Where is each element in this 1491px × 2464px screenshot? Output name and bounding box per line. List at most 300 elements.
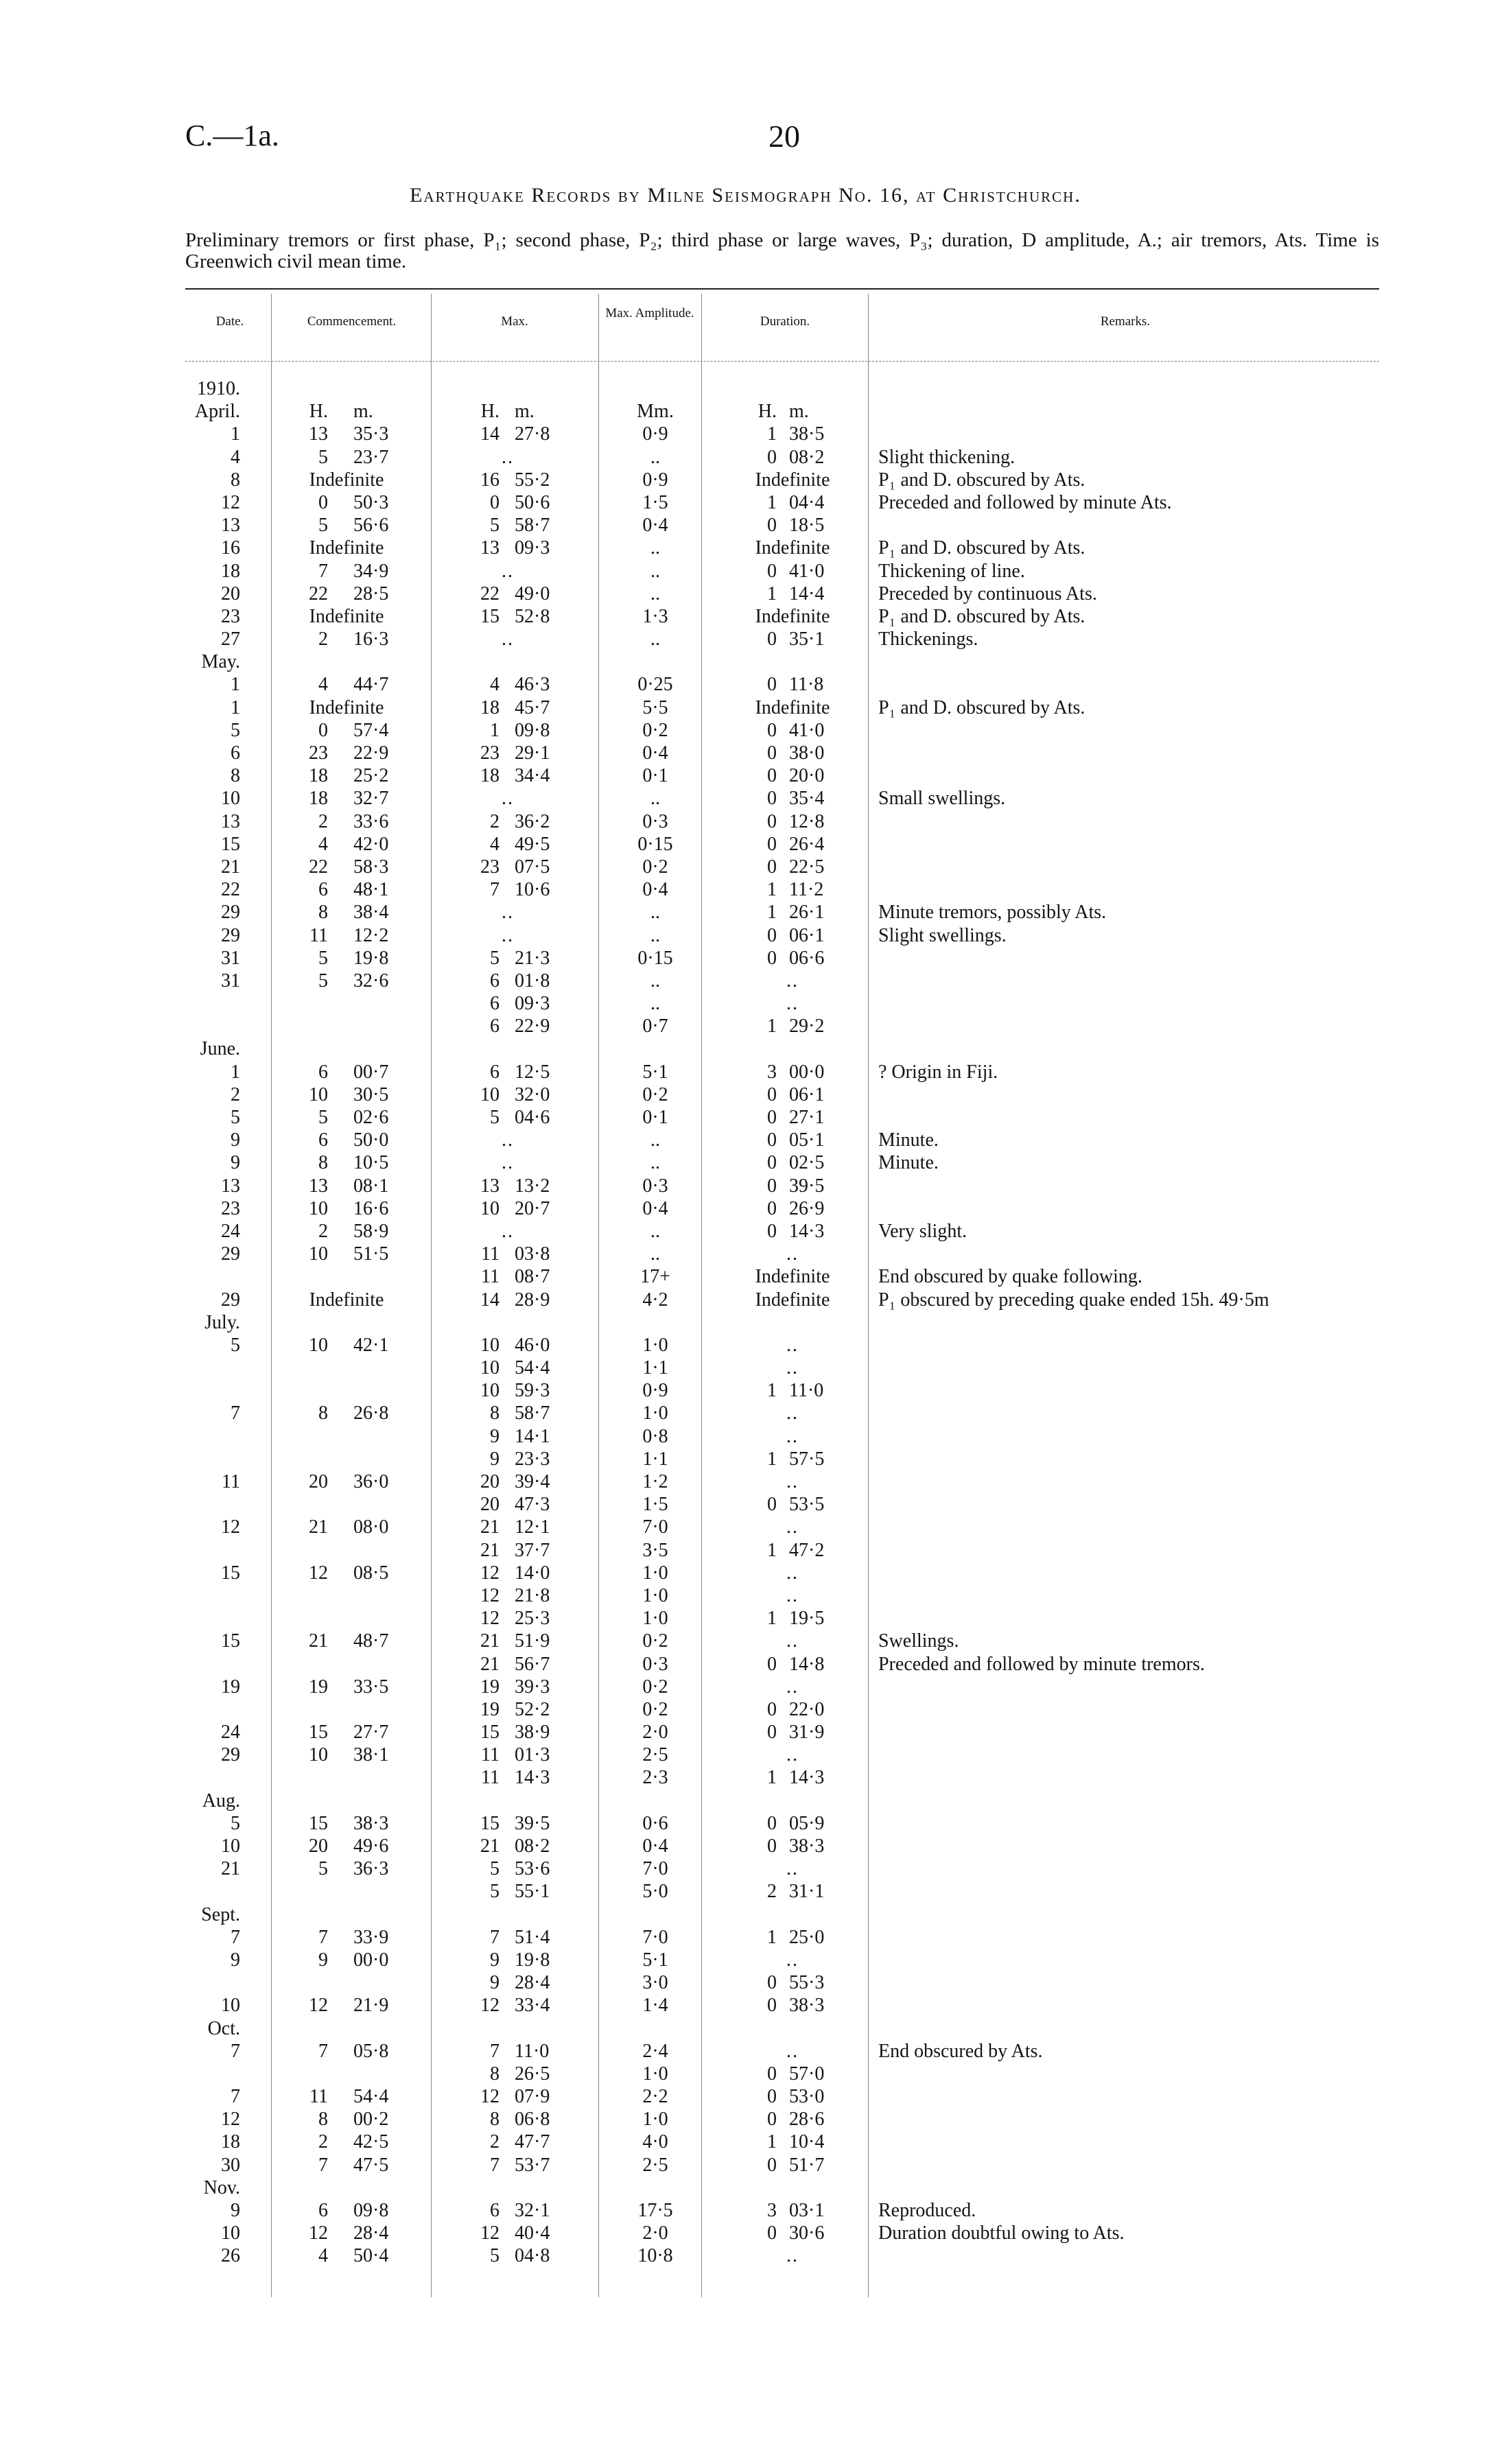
max-hours: 12 — [480, 2222, 500, 2244]
duration-empty: .. — [786, 993, 799, 1015]
commencement-hours: 2 — [318, 629, 328, 650]
max-minutes: 47·7 — [515, 2131, 550, 2153]
table-row — [185, 400, 1393, 423]
max-amplitude: 0·4 — [642, 742, 668, 764]
max-hours: 9 — [490, 1448, 500, 1470]
commencement-hours: 7 — [318, 1926, 328, 1948]
row-date: 29 — [221, 902, 240, 924]
max-minutes: 49·0 — [515, 583, 550, 605]
duration-empty: .. — [786, 1403, 799, 1424]
max-minutes: 14·0 — [515, 1562, 550, 1584]
max-minutes: 58·7 — [515, 1403, 550, 1424]
duration-minutes: 00·0 — [789, 1061, 825, 1083]
max-hours: 15 — [480, 1812, 500, 1834]
table-row — [185, 2085, 1393, 2108]
commencement-minutes: 10·5 — [353, 1152, 389, 1174]
max-hours: 12 — [480, 2086, 500, 2108]
max-minutes: 26·5 — [515, 2063, 550, 2085]
max-amplitude: 17·5 — [637, 2200, 673, 2221]
max-amplitude: 1·1 — [642, 1357, 668, 1379]
table-row — [185, 1584, 1393, 1607]
commencement-minutes: 38·3 — [353, 1812, 389, 1834]
max-minutes: 25·3 — [515, 1608, 550, 1630]
row-date: 29 — [221, 1744, 240, 1766]
row-date: 7 — [231, 1926, 240, 1948]
duration-empty: .. — [786, 1471, 799, 1492]
duration-hours: 0 — [767, 2086, 777, 2108]
max-amplitude: 0·9 — [642, 469, 668, 491]
max-hours: 22 — [480, 583, 500, 605]
duration-minutes: 06·6 — [789, 947, 825, 969]
max-hours: 2 — [490, 2131, 500, 2153]
row-date: 7 — [231, 2040, 240, 2062]
table-row — [185, 1994, 1393, 2017]
max-minutes: 32·1 — [515, 2200, 550, 2221]
max-amplitude: 4·2 — [642, 1289, 668, 1311]
max-minutes: 10·6 — [515, 879, 550, 901]
duration-hours: 0 — [767, 2154, 777, 2176]
commencement-minutes: 58·3 — [353, 856, 389, 878]
duration-empty: .. — [786, 1676, 799, 1698]
duration-hours: 0 — [767, 446, 777, 468]
row-date: July. — [204, 1311, 240, 1333]
max-hours: 12 — [480, 1584, 500, 1606]
row-date: 20 — [221, 583, 240, 605]
row-date: 1 — [231, 696, 240, 718]
commencement-minutes: 30·5 — [353, 1083, 389, 1105]
table-row — [185, 992, 1393, 1015]
row-date: Sept. — [201, 1903, 240, 1925]
max-hours: 5 — [490, 947, 500, 969]
duration-minutes: 22·0 — [789, 1698, 825, 1720]
row-date: 4 — [231, 446, 240, 468]
column-header-amplitude: Max. Amplitude. — [605, 306, 694, 320]
table-row — [185, 1790, 1393, 1812]
max-amplitude: 1·0 — [642, 1584, 668, 1606]
max-amplitude: 1·0 — [642, 2063, 668, 2085]
commencement-minutes: m. — [353, 401, 373, 423]
page-number: 20 — [768, 119, 800, 154]
commencement-minutes: 27·7 — [353, 1722, 389, 1744]
max-minutes: 39·3 — [515, 1676, 550, 1698]
table-row — [185, 1539, 1393, 1562]
commencement-minutes: 58·9 — [353, 1220, 389, 1242]
max-minutes: 09·8 — [515, 719, 550, 741]
duration-minutes: 35·4 — [789, 788, 825, 810]
row-date: 10 — [221, 1835, 240, 1857]
commencement-minutes: 57·4 — [353, 719, 389, 741]
duration-empty: .. — [786, 2040, 799, 2062]
max-amplitude: 0·2 — [642, 1083, 668, 1105]
commencement-hours: H. — [309, 401, 328, 423]
table-row — [185, 1812, 1393, 1835]
duration-minutes: 41·0 — [789, 560, 825, 582]
table-row — [185, 2040, 1393, 2063]
row-date: 21 — [221, 1858, 240, 1880]
row-date: 1 — [231, 423, 240, 445]
commencement-hours: 22 — [309, 856, 328, 878]
max-hours: 12 — [480, 1608, 500, 1630]
remarks: Small swellings. — [878, 788, 1006, 810]
max-amplitude: 1·0 — [642, 1608, 668, 1630]
row-date: 5 — [231, 719, 240, 741]
duration-hours: 0 — [767, 765, 777, 787]
row-date: 24 — [221, 1220, 240, 1242]
duration-minutes: 18·5 — [789, 515, 825, 537]
commencement-minutes: 49·6 — [353, 1835, 389, 1857]
table-row — [185, 2199, 1393, 2222]
max-hours: 2 — [490, 810, 500, 832]
max-amplitude: 2·0 — [642, 2222, 668, 2244]
max-amplitude: 0·9 — [642, 423, 668, 445]
max-amplitude: 1·0 — [642, 1562, 668, 1584]
max-empty: .. — [502, 560, 514, 582]
commencement-hours: 11 — [309, 2086, 328, 2108]
commencement-hours: 20 — [309, 1471, 328, 1492]
duration-hours: 0 — [767, 788, 777, 810]
commencement-text: Indefinite — [309, 1289, 384, 1311]
duration-minutes: 29·2 — [789, 1016, 825, 1037]
max-hours: 21 — [480, 1516, 500, 1538]
row-date: 21 — [221, 856, 240, 878]
max-minutes: 46·3 — [515, 674, 550, 696]
remarks: Preceded and followed by minute Ats. — [878, 491, 1172, 513]
commencement-minutes: 25·2 — [353, 765, 389, 787]
duration-minutes: 08·2 — [789, 446, 825, 468]
max-hours: 21 — [480, 1653, 500, 1675]
max-minutes: 07·9 — [515, 2086, 550, 2108]
max-empty: .. — [502, 629, 514, 650]
max-hours: 1 — [490, 719, 500, 741]
table-row — [185, 1334, 1393, 1357]
table-row — [185, 1835, 1393, 1857]
max-minutes: 27·8 — [515, 423, 550, 445]
duration-minutes: 11·2 — [789, 879, 824, 901]
commencement-minutes: 50·0 — [353, 1129, 389, 1151]
remarks: Duration doubtful owing to Ats. — [878, 2222, 1125, 2244]
max-minutes: 08·2 — [515, 1835, 550, 1857]
row-date: 15 — [221, 833, 240, 855]
duration-hours: 0 — [767, 833, 777, 855]
max-amplitude: 0·2 — [642, 1676, 668, 1698]
commencement-minutes: 32·7 — [353, 788, 389, 810]
commencement-minutes: 12·2 — [353, 924, 389, 946]
commencement-hours: 12 — [309, 2222, 328, 2244]
table-row — [185, 1493, 1393, 1516]
remarks: P₁ and D. obscured by Ats. — [878, 605, 1085, 627]
commencement-hours: 10 — [309, 1334, 328, 1356]
row-date: 18 — [221, 560, 240, 582]
commencement-hours: 21 — [309, 1516, 328, 1538]
row-date: 2 — [231, 1083, 240, 1105]
max-hours: 10 — [480, 1380, 500, 1402]
max-minutes: 13·2 — [515, 1175, 550, 1197]
max-minutes: 36·2 — [515, 810, 550, 832]
duration-hours: 0 — [767, 1197, 777, 1219]
commencement-hours: 7 — [318, 2154, 328, 2176]
column-header-date: Date. — [215, 314, 244, 329]
row-date: 16 — [221, 537, 240, 559]
max-minutes: 52·8 — [515, 605, 550, 627]
max-amplitude: 1·0 — [642, 2109, 668, 2131]
remarks: P₁ obscured by preceding quake ended 15h. 49·5m — [878, 1289, 1269, 1311]
duration-minutes: 14·3 — [789, 1220, 825, 1242]
duration-minutes: 12·8 — [789, 810, 825, 832]
remarks: Swellings. — [878, 1630, 959, 1652]
page-title: Earthquake Records by Milne Seismograph No. 16, at Christchurch. — [410, 184, 1081, 207]
row-date: 24 — [221, 1722, 240, 1744]
max-amplitude: 7·0 — [642, 1516, 668, 1538]
commencement-minutes: 50·4 — [353, 2245, 389, 2267]
remarks: End obscured by Ats. — [878, 2040, 1043, 2062]
table-row — [185, 1630, 1393, 1652]
max-minutes: 55·2 — [515, 469, 550, 491]
max-amplitude: 7·0 — [642, 1858, 668, 1880]
max-amplitude: 0·4 — [642, 1197, 668, 1219]
commencement-minutes: 16·6 — [353, 1197, 389, 1219]
max-minutes: 14·3 — [515, 1767, 550, 1789]
max-hours: 19 — [480, 1698, 500, 1720]
max-amplitude: 3·0 — [642, 1972, 668, 1994]
table-row — [185, 377, 1393, 400]
commencement-hours: 15 — [309, 1722, 328, 1744]
commencement-minutes: 38·4 — [353, 902, 389, 924]
table-row — [185, 2131, 1393, 2153]
table-row — [185, 696, 1393, 719]
max-hours: 10 — [480, 1357, 500, 1379]
table-row — [185, 1971, 1393, 1994]
duration-minutes: 26·4 — [789, 833, 825, 855]
remarks: Reproduced. — [878, 2200, 976, 2221]
commencement-hours: 10 — [309, 1083, 328, 1105]
max-minutes: 09·3 — [515, 993, 550, 1015]
duration-minutes: 28·6 — [789, 2109, 825, 2131]
duration-hours: 1 — [767, 1539, 777, 1561]
duration-hours: 1 — [767, 1926, 777, 1948]
commencement-minutes: 48·7 — [353, 1630, 389, 1652]
remarks: Slight swellings. — [878, 924, 1007, 946]
row-date: 23 — [221, 1197, 240, 1219]
table-row — [185, 764, 1393, 787]
max-amplitude: 1·3 — [642, 605, 668, 627]
duration-minutes: 05·9 — [789, 1812, 825, 1834]
duration-hours: 1 — [767, 1767, 777, 1789]
max-amplitude: 0·2 — [642, 1630, 668, 1652]
table-row — [185, 2154, 1393, 2176]
table-row — [185, 583, 1393, 605]
commencement-hours: 18 — [309, 788, 328, 810]
max-hours: 7 — [490, 1926, 500, 1948]
duration-minutes: 11·0 — [789, 1380, 824, 1402]
max-amplitude: 3·5 — [642, 1539, 668, 1561]
commencement-hours: 5 — [318, 515, 328, 537]
earthquake-records-table — [185, 377, 1393, 2268]
max-hours: 6 — [490, 993, 500, 1015]
commencement-minutes: 05·8 — [353, 2040, 389, 2062]
max-minutes: 53·7 — [515, 2154, 550, 2176]
max-amplitude: 2·4 — [642, 2040, 668, 2062]
max-hours: 9 — [490, 1972, 500, 1994]
max-hours: 7 — [490, 2154, 500, 2176]
duration-empty: .. — [786, 1744, 799, 1766]
max-amplitude: 5·0 — [642, 1881, 668, 1903]
max-minutes: 21·8 — [515, 1584, 550, 1606]
max-hours: 21 — [480, 1835, 500, 1857]
duration-minutes: 26·9 — [789, 1197, 825, 1219]
max-hours: 10 — [480, 1334, 500, 1356]
max-amplitude: Mm. — [637, 401, 674, 423]
table-row — [185, 947, 1393, 970]
max-amplitude: .. — [650, 583, 660, 605]
max-hours: 5 — [490, 2245, 500, 2267]
row-date: 11 — [222, 1471, 240, 1492]
table-row — [185, 1311, 1393, 1334]
max-hours: 5 — [490, 1858, 500, 1880]
commencement-minutes: 33·9 — [353, 1926, 389, 1948]
duration-hours: 0 — [767, 2063, 777, 2085]
table-row — [185, 1903, 1393, 1926]
commencement-minutes: 26·8 — [353, 1403, 389, 1424]
duration-minutes: 20·0 — [789, 765, 825, 787]
max-amplitude: .. — [650, 1220, 660, 1242]
max-minutes: 32·0 — [515, 1083, 550, 1105]
max-hours: 10 — [480, 1197, 500, 1219]
max-minutes: 47·3 — [515, 1494, 550, 1516]
table-row — [185, 1698, 1393, 1721]
commencement-minutes: 38·1 — [353, 1744, 389, 1766]
duration-minutes: 14·3 — [789, 1767, 825, 1789]
max-empty: .. — [502, 788, 514, 810]
commencement-hours: 0 — [318, 491, 328, 513]
commencement-minutes: 19·8 — [353, 947, 389, 969]
commencement-text: Indefinite — [309, 469, 384, 491]
max-minutes: 39·5 — [515, 1812, 550, 1834]
max-hours: 11 — [481, 1266, 500, 1288]
max-minutes: 14·1 — [515, 1425, 550, 1447]
duration-empty: .. — [786, 1516, 799, 1538]
table-row — [185, 1744, 1393, 1766]
duration-hours: 0 — [767, 515, 777, 537]
duration-hours: 0 — [767, 1698, 777, 1720]
row-date: 23 — [221, 605, 240, 627]
duration-empty: .. — [786, 1243, 799, 1265]
max-minutes: 38·9 — [515, 1722, 550, 1744]
table-row — [185, 1357, 1393, 1379]
commencement-minutes: 21·9 — [353, 1995, 389, 2017]
remarks: Minute. — [878, 1129, 939, 1151]
duration-minutes: 53·0 — [789, 2086, 825, 2108]
duration-minutes: 04·4 — [789, 491, 825, 513]
table-row — [185, 673, 1393, 696]
max-minutes: 01·8 — [515, 970, 550, 992]
table-row — [185, 1470, 1393, 1493]
max-amplitude: 0·6 — [642, 1812, 668, 1834]
duration-text: Indefinite — [755, 605, 830, 627]
table-row — [185, 2244, 1393, 2267]
max-amplitude: 0·2 — [642, 719, 668, 741]
table-row — [185, 878, 1393, 901]
commencement-minutes: 08·1 — [353, 1175, 389, 1197]
max-hours: 5 — [490, 1881, 500, 1903]
max-hours: 10 — [480, 1083, 500, 1105]
max-minutes: 55·1 — [515, 1881, 550, 1903]
commencement-hours: 23 — [309, 742, 328, 764]
max-amplitude: 1·0 — [642, 1403, 668, 1424]
commencement-minutes: 00·0 — [353, 1949, 389, 1971]
commencement-hours: 15 — [309, 1812, 328, 1834]
commencement-hours: 6 — [318, 1061, 328, 1083]
table-row — [185, 560, 1393, 583]
max-hours: 6 — [490, 1016, 500, 1037]
commencement-hours: 6 — [318, 879, 328, 901]
commencement-minutes: 36·0 — [353, 1471, 389, 1492]
commencement-hours: 20 — [309, 1835, 328, 1857]
commencement-hours: 10 — [309, 1197, 328, 1219]
duration-empty: .. — [786, 1858, 799, 1880]
commencement-minutes: 28·5 — [353, 583, 389, 605]
row-date: 6 — [231, 742, 240, 764]
commencement-hours: 22 — [309, 583, 328, 605]
max-minutes: 07·5 — [515, 856, 550, 878]
commencement-hours: 12 — [309, 1562, 328, 1584]
max-amplitude: 0·9 — [642, 1380, 668, 1402]
table-row — [185, 924, 1393, 947]
column-header-commencement: Commencement. — [307, 314, 397, 329]
duration-hours: 0 — [767, 1175, 777, 1197]
table-row — [185, 856, 1393, 878]
max-minutes: 29·1 — [515, 742, 550, 764]
max-amplitude: .. — [650, 970, 660, 992]
max-amplitude: 0·8 — [642, 1425, 668, 1447]
max-minutes: 52·2 — [515, 1698, 550, 1720]
max-minutes: 33·4 — [515, 1995, 550, 2017]
row-date: 10 — [221, 2222, 240, 2244]
column-header-max: Max. — [501, 314, 528, 329]
row-date: 31 — [221, 947, 240, 969]
max-empty: .. — [502, 1152, 514, 1174]
commencement-hours: 8 — [318, 1403, 328, 1424]
table-row — [185, 650, 1393, 673]
commencement-minutes: 32·6 — [353, 970, 389, 992]
max-amplitude: .. — [650, 1243, 660, 1265]
row-date: 9 — [231, 1949, 240, 1971]
row-date: 1 — [231, 1061, 240, 1083]
duration-minutes: 31·9 — [789, 1722, 825, 1744]
duration-minutes: 38·3 — [789, 1835, 825, 1857]
max-minutes: 53·6 — [515, 1858, 550, 1880]
duration-hours: 1 — [767, 1448, 777, 1470]
duration-hours: 0 — [767, 856, 777, 878]
commencement-minutes: 42·5 — [353, 2131, 389, 2153]
max-minutes: 09·3 — [515, 537, 550, 559]
max-amplitude: 1·1 — [642, 1448, 668, 1470]
table-row — [185, 1197, 1393, 1220]
table-row — [185, 970, 1393, 992]
duration-hours: 0 — [767, 560, 777, 582]
max-hours: 4 — [490, 674, 500, 696]
row-date: 15 — [221, 1630, 240, 1652]
row-date: 22 — [221, 879, 240, 901]
max-amplitude: 0·2 — [642, 856, 668, 878]
commencement-hours: 8 — [318, 902, 328, 924]
duration-minutes: 19·5 — [789, 1608, 825, 1630]
table-row — [185, 1857, 1393, 1880]
duration-minutes: 26·1 — [789, 902, 825, 924]
max-hours: 8 — [490, 1403, 500, 1424]
duration-hours: 2 — [767, 1881, 777, 1903]
commencement-hours: 5 — [318, 970, 328, 992]
table-row — [185, 719, 1393, 742]
